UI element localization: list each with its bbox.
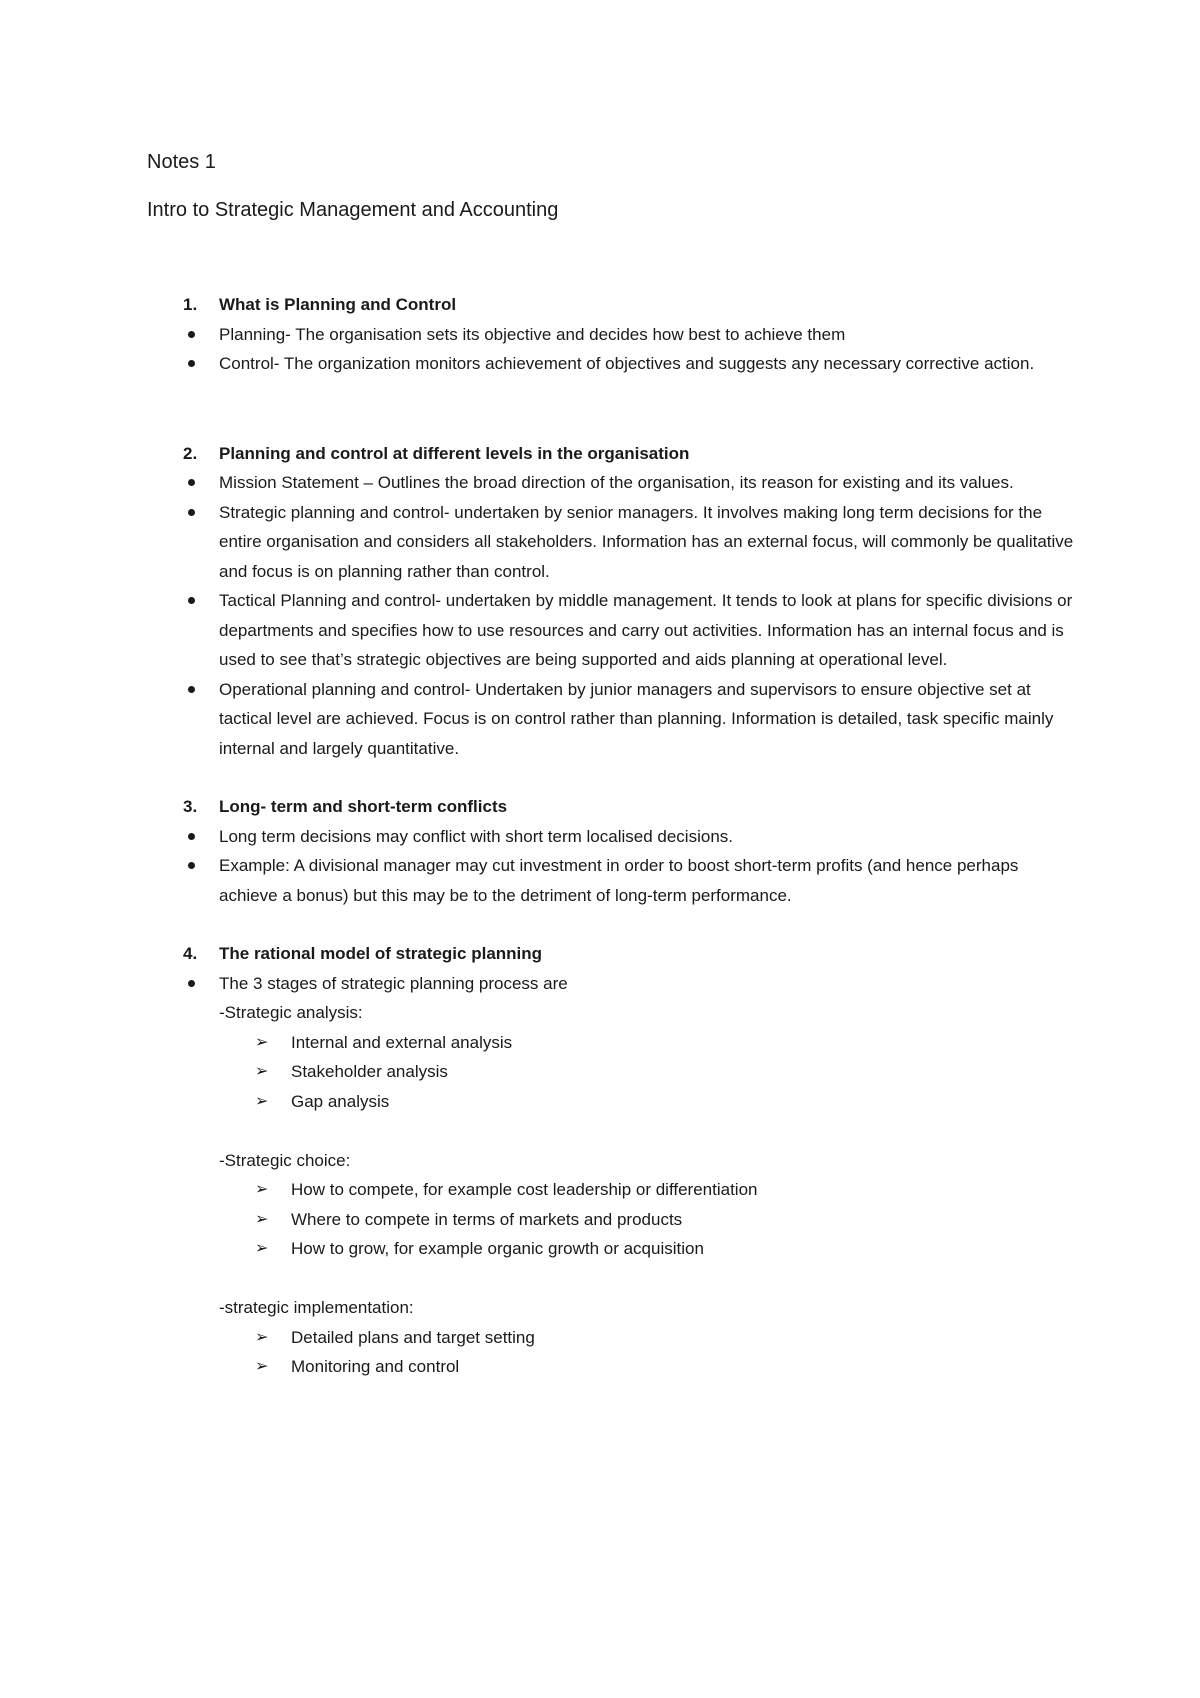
arrow-list [219,1323,1074,1382]
arrow-item-text: Where to compete in terms of markets and products [291,1209,683,1229]
bullet-item: Example: A divisional manager may cut investment in order to boost short-term profits (and hence perhaps achieve a bonus) but this may be to the detriment of long-term performance. [174,851,1074,910]
section-title: Long- term and short-term conflicts [219,797,508,816]
arrow-bullet-icon: ➢ [255,1358,269,1375]
section-number: 1. [183,295,198,314]
bullet-item: Planning- The organisation sets its objective and decides how best to achieve them [174,320,1074,350]
arrow-item-text: Detailed plans and target setting [291,1327,535,1347]
arrow-bullet-icon: ➢ [255,1240,269,1257]
section-number: 4. [183,944,198,963]
arrow-item [219,1057,1074,1087]
arrow-bullet-icon: ➢ [255,1328,269,1346]
bullet-item: Long term decisions may conflict with short term localised decisions. [174,822,1074,852]
arrow-item-text: Gap analysis [291,1091,390,1111]
bullet-item: Control- The organization monitors achievement of objectives and suggests any necessary corrective action. [174,349,1074,379]
section-heading [174,290,1074,320]
arrow-bullet-icon: ➢ [255,1210,269,1228]
arrow-item [219,1323,1074,1353]
bullet-list [174,822,1074,911]
section-title: What is Planning and Control [219,295,457,314]
document-body [174,290,1074,1382]
stage-strategic-analysis [174,998,1074,1116]
stage-label: -Strategic choice: [219,1150,351,1170]
section-number: 2. [183,443,198,463]
spacer [174,1116,1074,1146]
section-number: 3. [183,797,198,816]
stage-label: -strategic implementation: [219,1298,414,1317]
bullet-item: The 3 stages of strategic planning process are [174,969,1074,999]
section-title: The rational model of strategic planning [219,944,543,963]
stage-strategic-choice [174,1146,1074,1264]
arrow-item-text: How to compete, for example cost leadership or differentiation [291,1180,758,1199]
section-conflicts [174,792,1074,910]
stage-label: -Strategic analysis: [219,1003,363,1022]
bullet-list [174,320,1074,379]
arrow-bullet-icon: ➢ [255,1063,269,1080]
arrow-bullet-icon: ➢ [255,1181,269,1198]
arrow-item [219,1087,1074,1117]
arrow-item [219,1352,1074,1382]
section-levels [174,439,1074,764]
arrow-item [219,1028,1074,1058]
arrow-list [219,1175,1074,1264]
arrow-list [219,1028,1074,1117]
arrow-bullet-icon: ➢ [255,1092,269,1110]
section-planning-and-control [174,290,1074,379]
bullet-list [174,969,1074,999]
section-heading [174,439,1074,469]
section-title: Planning and control at different levels in the organisation [219,443,690,463]
document-subtitle: Intro to Strategic Management and Accounting [147,199,559,221]
bullet-item: Mission Statement – Outlines the broad direction of the organisation, its reason for existing and its values. [174,468,1074,498]
section-rational-model [174,939,1074,1382]
spacer [174,1264,1074,1294]
arrow-item-text: Internal and external analysis [291,1032,513,1052]
section-heading [174,939,1074,969]
arrow-item-text: Stakeholder analysis [291,1062,448,1081]
arrow-item [219,1175,1074,1205]
arrow-item [219,1205,1074,1235]
bullet-item: Strategic planning and control- undertaken by senior managers. It involves making long term decisions for the entire organisation and considers all stakeholders. Information has an external focus, will commonly be qualitative and focus is on planning rather than control. [174,498,1074,587]
document-title: Notes 1 [147,151,216,173]
arrow-item-text: How to grow, for example organic growth or acquisition [291,1239,704,1258]
arrow-item-text: Monitoring and control [291,1357,460,1376]
arrow-bullet-icon: ➢ [255,1033,269,1051]
bullet-item: Tactical Planning and control- undertaken by middle management. It tends to look at plans for specific divisions or departments and specifies how to use resources and carry out activities. Information has an internal focus and is used to see that’s strategic objectives are being supported and aids planning at operational level. [174,586,1074,675]
bullet-item: Operational planning and control- Undertaken by junior managers and supervisors to ensure objective set at tactical level are achieved. Focus is on control rather than planning. Information is detailed, task specific mainly internal and largely quantitative. [174,675,1074,764]
stage-strategic-implementation [174,1293,1074,1382]
arrow-item [219,1234,1074,1264]
bullet-list [174,468,1074,763]
section-heading [174,792,1074,822]
